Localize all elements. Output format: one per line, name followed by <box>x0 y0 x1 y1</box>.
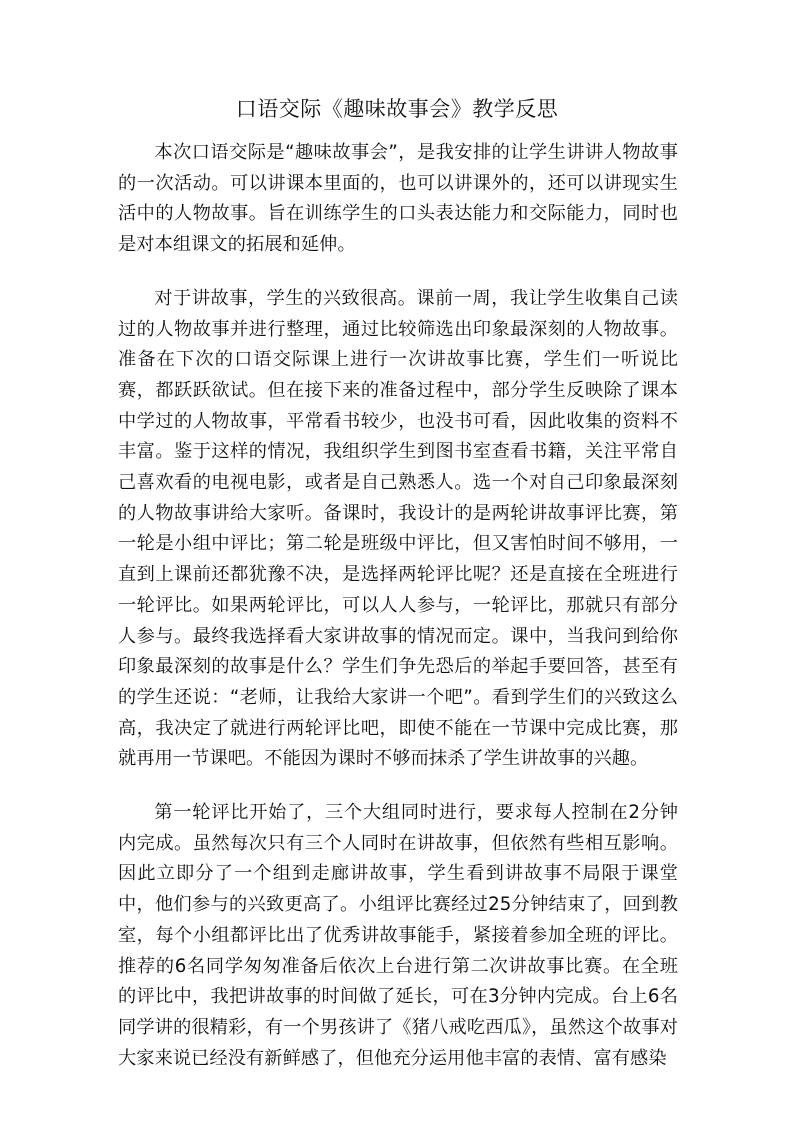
paragraph-2: 对于讲故事，学生的兴致很高。课前一周，我让学生收集自己读过的人物故事并进行整理，通过比较筛选出印象最深刻的人物故事。准备在下次的口语交际课上进行一次讲故事比赛，学生们一听说比赛，都跃跃欲试。但在接下来的准备过程中，部分学生反映除了课本中学过的人物故事，平常看书较少，也没书可看，因此收集的资料不丰富。鉴于这样的情况，我组织学生到图书室查看书籍，关注平常自己喜欢看的电视电影，或者是自己熟悉人。选一个对自己印象最深刻的人物故事讲给大家听。备课时，我设计的是两轮讲故事评比赛，第一轮是小组中评比；第二轮是班级中评比，但又害怕时间不够用，一直到上课前还都犹豫不决，是选择两轮评比呢？还是直接在全班进行一轮评比。如果两轮评比，可以人人参与，一轮评比，那就只有部分人参与。最终我选择看大家讲故事的情况而定。课中，当我问到给你印象最深刻的故事是什么？学生们争先恐后的举起手要回答，甚至有的学生还说：“老师，让我给大家讲一个吧”。看到学生们的兴致这么高，我决定了就进行两轮评比吧，即使不能在一节课中完成比赛，那就再用一节课吧。不能因为课时不够而抹杀了学生讲故事的兴趣。 <box>118 287 678 770</box>
document-body <box>118 138 678 1097</box>
page-title: 口语交际《趣味故事会》教学反思 <box>235 97 559 121</box>
paragraph-1: 本次口语交际是“趣味故事会”，是我安排的让学生讲讲人物故事的一次活动。可以讲课本里面的，也可以讲课外的，还可以讲现实生活中的人物故事。旨在训练学生的口头表达能力和交际能力，同时也是对本组课文的拓展和延伸。 <box>118 142 678 256</box>
paragraph-3: 第一轮评比开始了，三个大组同时进行，要求每人控制在2分钟内完成。虽然每次只有三个人同时在讲故事，但依然有些相互影响。因此立即分了一个组到走廊讲故事，学生看到讲故事不局限于课堂中，他们参与的兴致更高了。小组评比赛经过25分钟结束了，回到教室，每个小组都评比出了优秀讲故事能手，紧接着参加全班的评比。推荐的6名同学匆匆准备后依次上台进行第二次讲故事比赛。在全班的评比中，我把讲故事的时间做了延长，可在3分钟内完成。台上6名同学讲的很精彩，有一个男孩讲了《猪八戒吃西瓜》，虽然这个故事对大家来说已经没有新鲜感了，但他充分运用他丰富的表情、富有感染 <box>118 802 678 1069</box>
